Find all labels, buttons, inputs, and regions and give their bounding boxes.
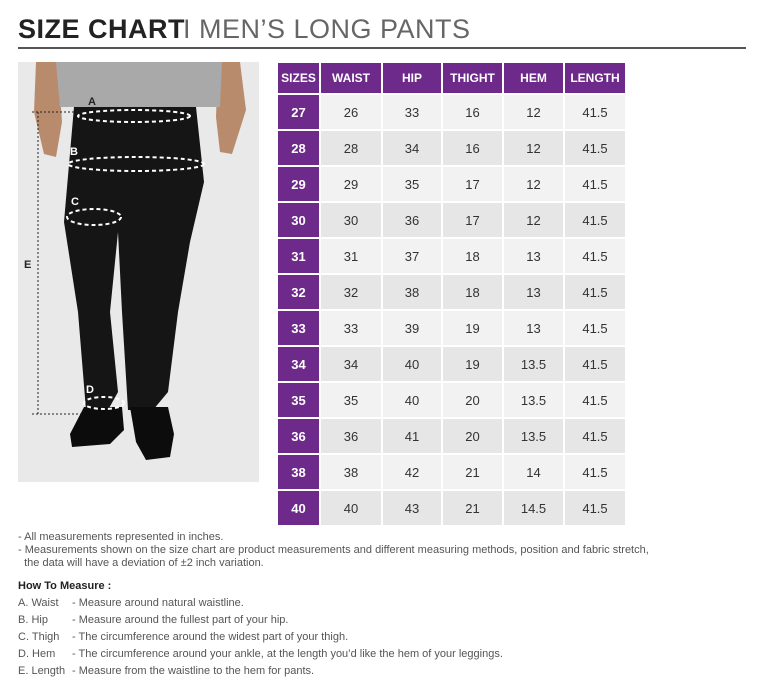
size-cell: 27	[278, 95, 319, 129]
measurement-cell: 38	[321, 455, 381, 489]
table-row	[278, 275, 625, 309]
header-length: LENGTH	[565, 63, 625, 93]
table-row	[278, 455, 625, 489]
measurement-cell: 12	[504, 131, 563, 165]
how-desc: - Measure around the fullest part of your hip.	[72, 614, 289, 626]
measurement-cell: 41.5	[565, 455, 625, 489]
how-desc: - Measure from the waistline to the hem for pants.	[72, 665, 315, 677]
measurement-cell: 17	[443, 203, 502, 237]
header-waist: WAIST	[321, 63, 381, 93]
measurement-cell: 19	[443, 311, 502, 345]
measurement-cell: 34	[321, 347, 381, 381]
how-to-measure-title: How To Measure :	[18, 580, 112, 592]
size-cell: 30	[278, 203, 319, 237]
measurement-cell: 31	[321, 239, 381, 273]
measurement-cell: 36	[321, 419, 381, 453]
measurement-cell: 14	[504, 455, 563, 489]
table-row	[278, 311, 625, 345]
pants-model-figure	[18, 62, 259, 482]
measurement-cell: 41.5	[565, 419, 625, 453]
measurement-cell: 41.5	[565, 491, 625, 525]
measurement-cell: 41.5	[565, 203, 625, 237]
how-item-length	[18, 665, 503, 682]
measurement-cell: 32	[321, 275, 381, 309]
table-header-row	[278, 63, 625, 93]
how-item-hem	[18, 648, 503, 665]
how-item-waist	[18, 597, 503, 614]
how-term: B. Hip	[18, 614, 48, 626]
how-item-hip	[18, 614, 503, 631]
measurement-cell: 28	[321, 131, 381, 165]
measurement-cell: 33	[383, 95, 441, 129]
measurement-cell: 13	[504, 275, 563, 309]
size-cell: 36	[278, 419, 319, 453]
how-desc: - The circumference around your ankle, at the length you’d like the hem of your leggings.	[72, 648, 503, 660]
measurement-cell: 13	[504, 311, 563, 345]
measurement-cell: 33	[321, 311, 381, 345]
measurement-cell: 13.5	[504, 347, 563, 381]
measurement-cell: 12	[504, 167, 563, 201]
size-cell: 38	[278, 455, 319, 489]
table-row	[278, 383, 625, 417]
size-cell: 29	[278, 167, 319, 201]
size-cell: 31	[278, 239, 319, 273]
how-term: E. Length	[18, 665, 66, 677]
label-b: B	[70, 146, 78, 158]
header-hem: HEM	[504, 63, 563, 93]
measurement-cell: 40	[383, 383, 441, 417]
note-line: - All measurements represented in inches.	[18, 531, 224, 543]
table-row	[278, 167, 625, 201]
table-row	[278, 347, 625, 381]
measurement-cell: 41.5	[565, 347, 625, 381]
measurement-cell: 35	[383, 167, 441, 201]
how-term: C. Thigh	[18, 631, 60, 643]
pants-illustration	[18, 62, 259, 482]
measurement-cell: 26	[321, 95, 381, 129]
measurement-cell: 38	[383, 275, 441, 309]
measurement-cell: 37	[383, 239, 441, 273]
measurement-cell: 41.5	[565, 239, 625, 273]
label-a: A	[88, 96, 96, 108]
how-term: D. Hem	[18, 648, 56, 660]
measurement-cell: 35	[321, 383, 381, 417]
measurement-cell: 17	[443, 167, 502, 201]
size-cell: 35	[278, 383, 319, 417]
measurement-cell: 41.5	[565, 131, 625, 165]
measurement-cell: 20	[443, 383, 502, 417]
label-d: D	[86, 384, 94, 396]
header-sizes: SIZES	[278, 63, 319, 93]
size-table	[276, 61, 627, 527]
table-row	[278, 419, 625, 453]
measurement-cell: 41.5	[565, 311, 625, 345]
how-desc: - Measure around natural waistline.	[72, 597, 244, 609]
size-cell: 32	[278, 275, 319, 309]
measurement-cell: 36	[383, 203, 441, 237]
how-to-measure-list	[18, 597, 503, 682]
measurement-cell: 43	[383, 491, 441, 525]
measurement-cell: 30	[321, 203, 381, 237]
label-c: C	[71, 196, 79, 208]
table-row	[278, 491, 625, 525]
measurement-cell: 40	[321, 491, 381, 525]
measurement-cell: 14.5	[504, 491, 563, 525]
measurement-cell: 39	[383, 311, 441, 345]
measurement-cell: 42	[383, 455, 441, 489]
table-row	[278, 95, 625, 129]
measurement-cell: 19	[443, 347, 502, 381]
measurement-cell: 41.5	[565, 167, 625, 201]
notes	[18, 531, 738, 570]
measurement-cell: 29	[321, 167, 381, 201]
measurement-cell: 12	[504, 203, 563, 237]
measurement-cell: 40	[383, 347, 441, 381]
measurement-cell: 18	[443, 275, 502, 309]
measurement-cell: 21	[443, 455, 502, 489]
measurement-cell: 41	[383, 419, 441, 453]
shirt-shape	[56, 62, 222, 107]
size-cell: 28	[278, 131, 319, 165]
table-row	[278, 239, 625, 273]
measurement-cell: 16	[443, 131, 502, 165]
size-table-container	[276, 61, 627, 527]
how-desc: - The circumference around the widest part of your thigh.	[72, 631, 349, 643]
size-cell: 33	[278, 311, 319, 345]
note-line: the data will have a deviation of ±2 inch variation.	[18, 557, 264, 569]
header-thight: THIGHT	[443, 63, 502, 93]
how-term: A. Waist	[18, 597, 59, 609]
measurement-cell: 20	[443, 419, 502, 453]
page-subtitle: I MEN’S LONG PANTS	[183, 14, 471, 44]
measurement-cell: 21	[443, 491, 502, 525]
table-row	[278, 203, 625, 237]
measurement-cell: 12	[504, 95, 563, 129]
measurement-cell: 13.5	[504, 419, 563, 453]
measurement-cell: 13.5	[504, 383, 563, 417]
measurement-cell: 13	[504, 239, 563, 273]
note-line: - Measurements shown on the size chart are product measurements and different measuring methods, position and fabric stretch,	[18, 544, 649, 556]
measurement-cell: 41.5	[565, 95, 625, 129]
page-header	[18, 12, 746, 49]
measurement-cell: 18	[443, 239, 502, 273]
measurement-cell: 41.5	[565, 275, 625, 309]
measurement-cell: 34	[383, 131, 441, 165]
how-item-thigh	[18, 631, 503, 648]
measurement-cell: 41.5	[565, 383, 625, 417]
measurement-cell: 16	[443, 95, 502, 129]
page-title: SIZE CHART	[18, 14, 185, 44]
label-e: E	[24, 259, 32, 271]
table-row	[278, 131, 625, 165]
size-cell: 40	[278, 491, 319, 525]
header-hip: HIP	[383, 63, 441, 93]
size-cell: 34	[278, 347, 319, 381]
